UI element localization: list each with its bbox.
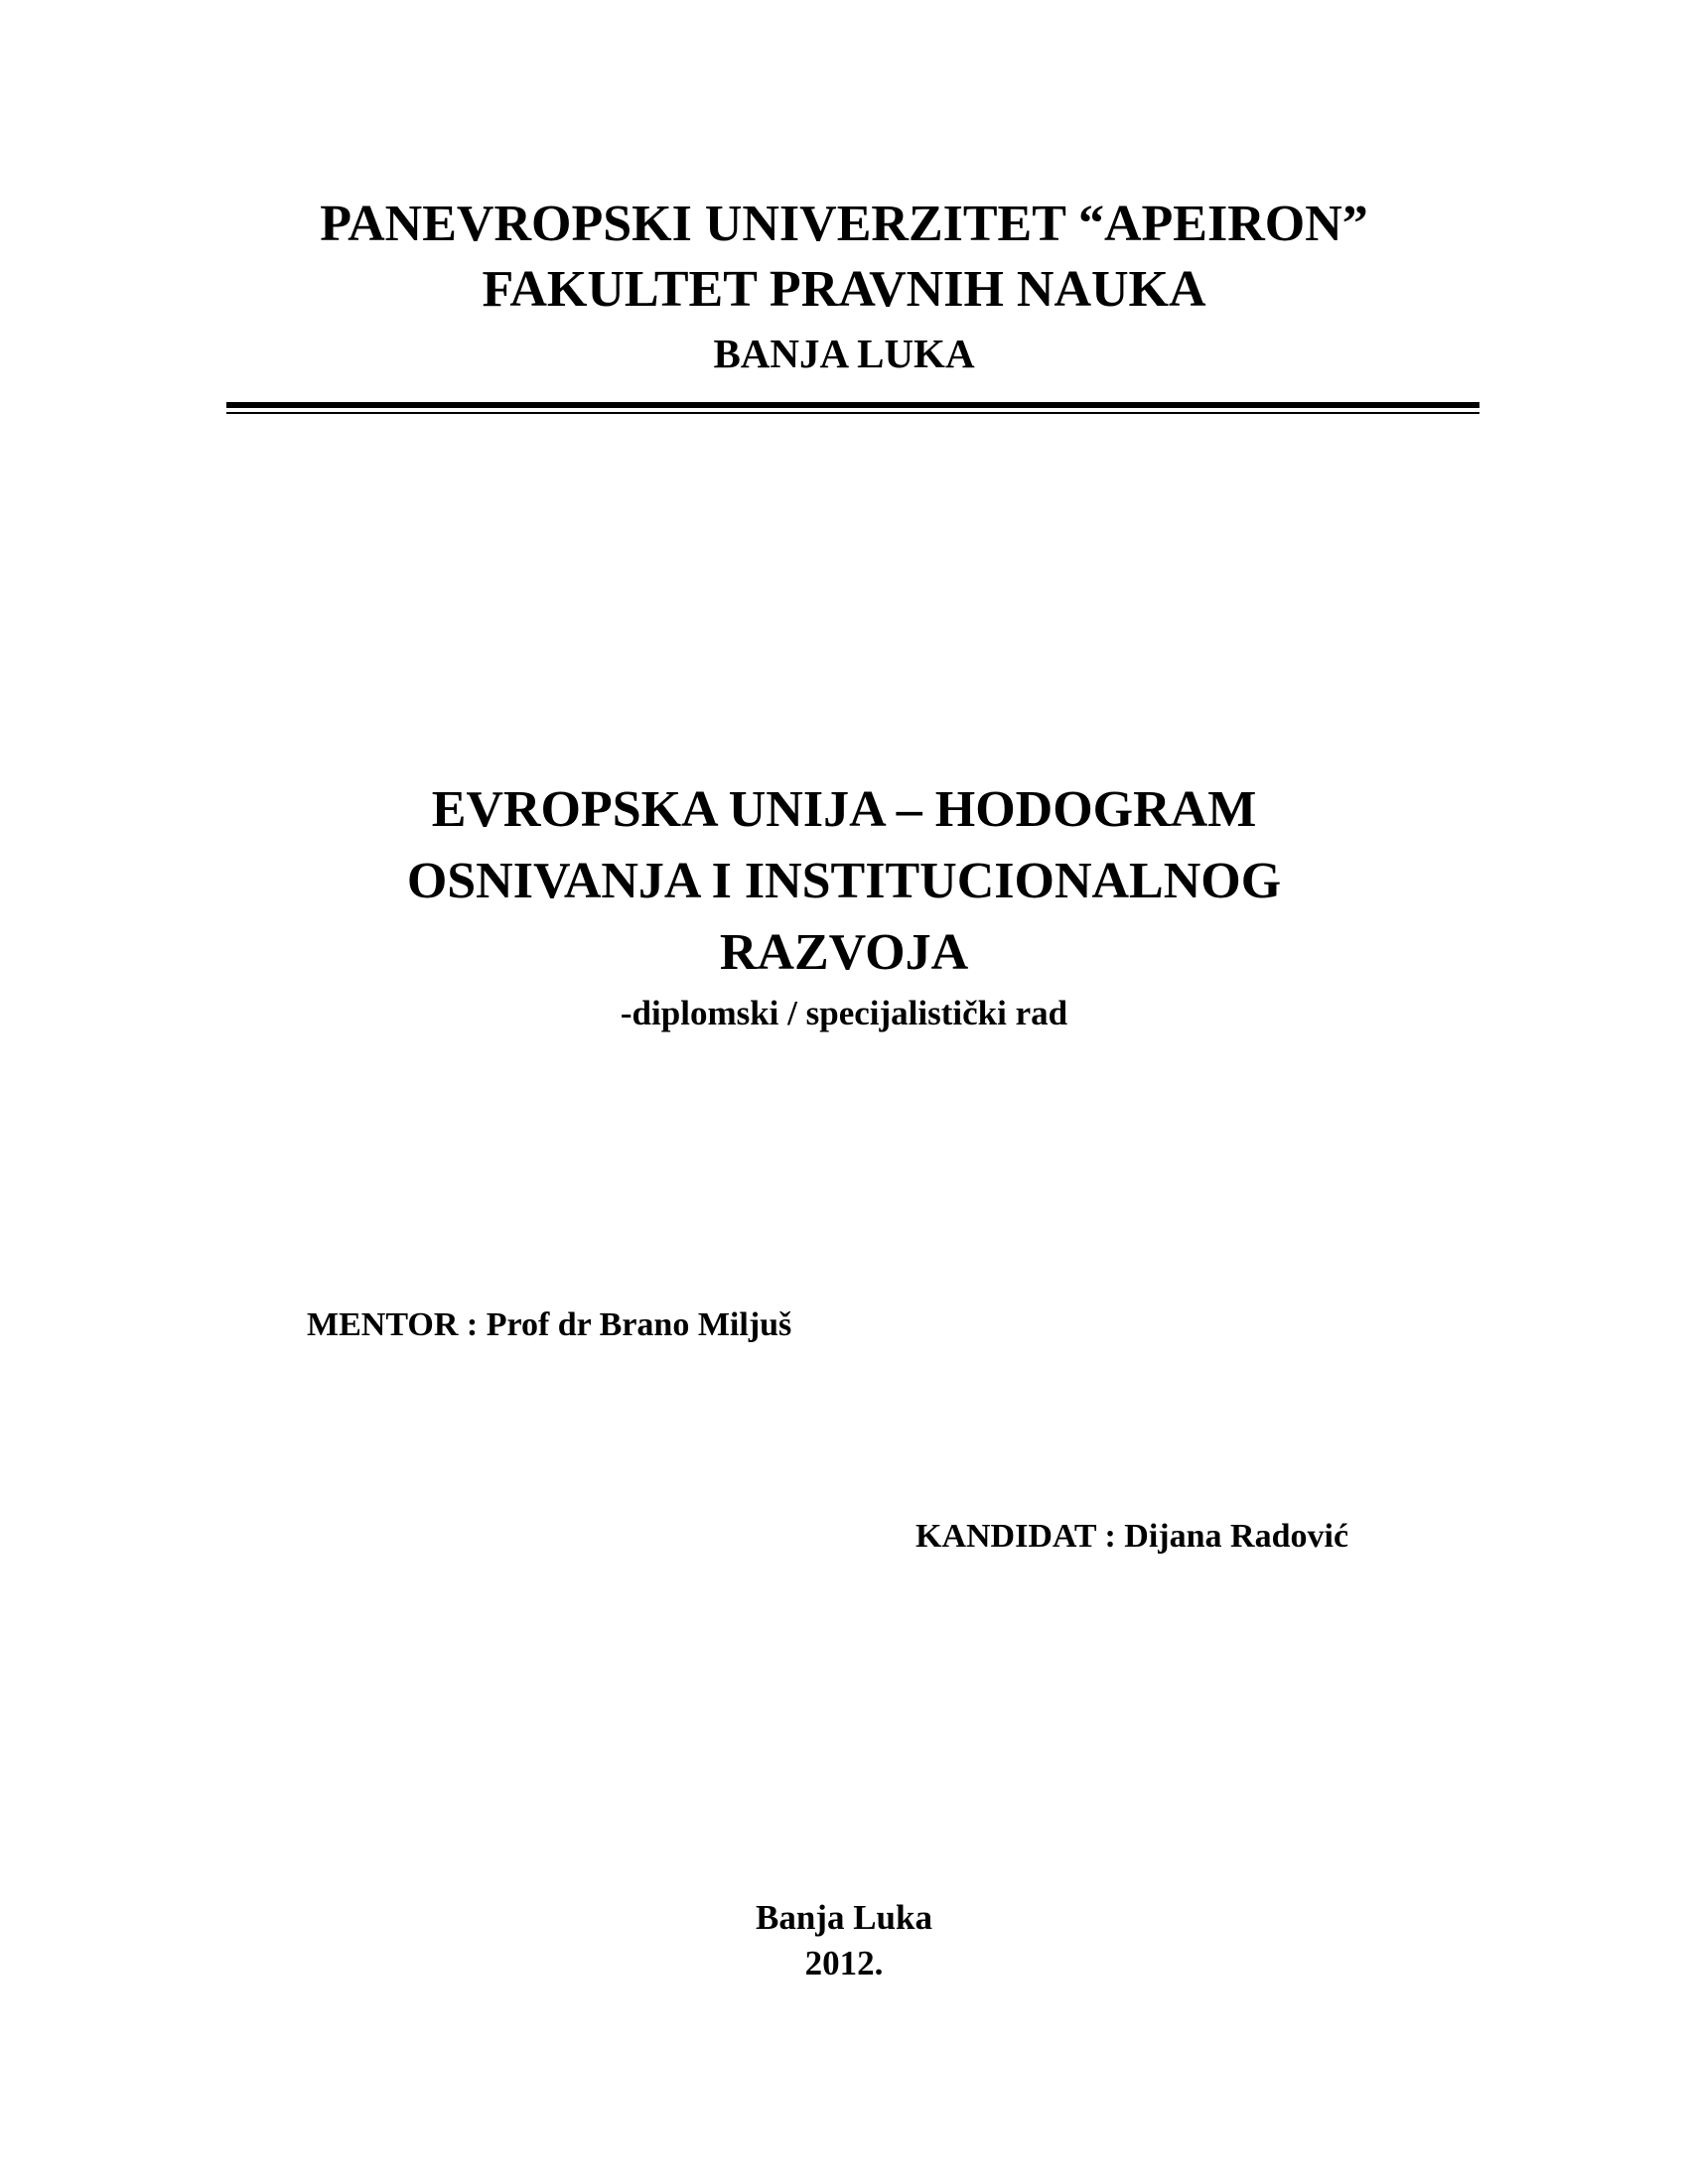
- mentor-line: MENTOR : Prof dr Brano Miljuš: [307, 1306, 792, 1343]
- header-rule-thick: [226, 402, 1479, 408]
- faculty-name: FAKULTET PRAVNIH NAUKA: [482, 261, 1206, 318]
- thesis-title-line-1: EVROPSKA UNIJA – HODOGRAM: [431, 781, 1257, 838]
- candidate-line: KANDIDAT : Dijana Radović: [915, 1518, 1349, 1555]
- city-heading: BANJA LUKA: [713, 331, 975, 376]
- thesis-title-line-2: OSNIVANJA I INSTITUCIONALNOG: [406, 853, 1282, 909]
- university-name: PANEVROPSKI UNIVERZITET “APEIRON”: [320, 196, 1368, 252]
- thesis-title-line-3: RAZVOJA: [719, 924, 969, 981]
- footer-year: 2012.: [804, 1944, 884, 1982]
- header-rule-thin: [226, 412, 1479, 414]
- footer-place: Banja Luka: [756, 1898, 932, 1937]
- thesis-type-subtitle: -diplomski / specijalistički rad: [620, 994, 1068, 1032]
